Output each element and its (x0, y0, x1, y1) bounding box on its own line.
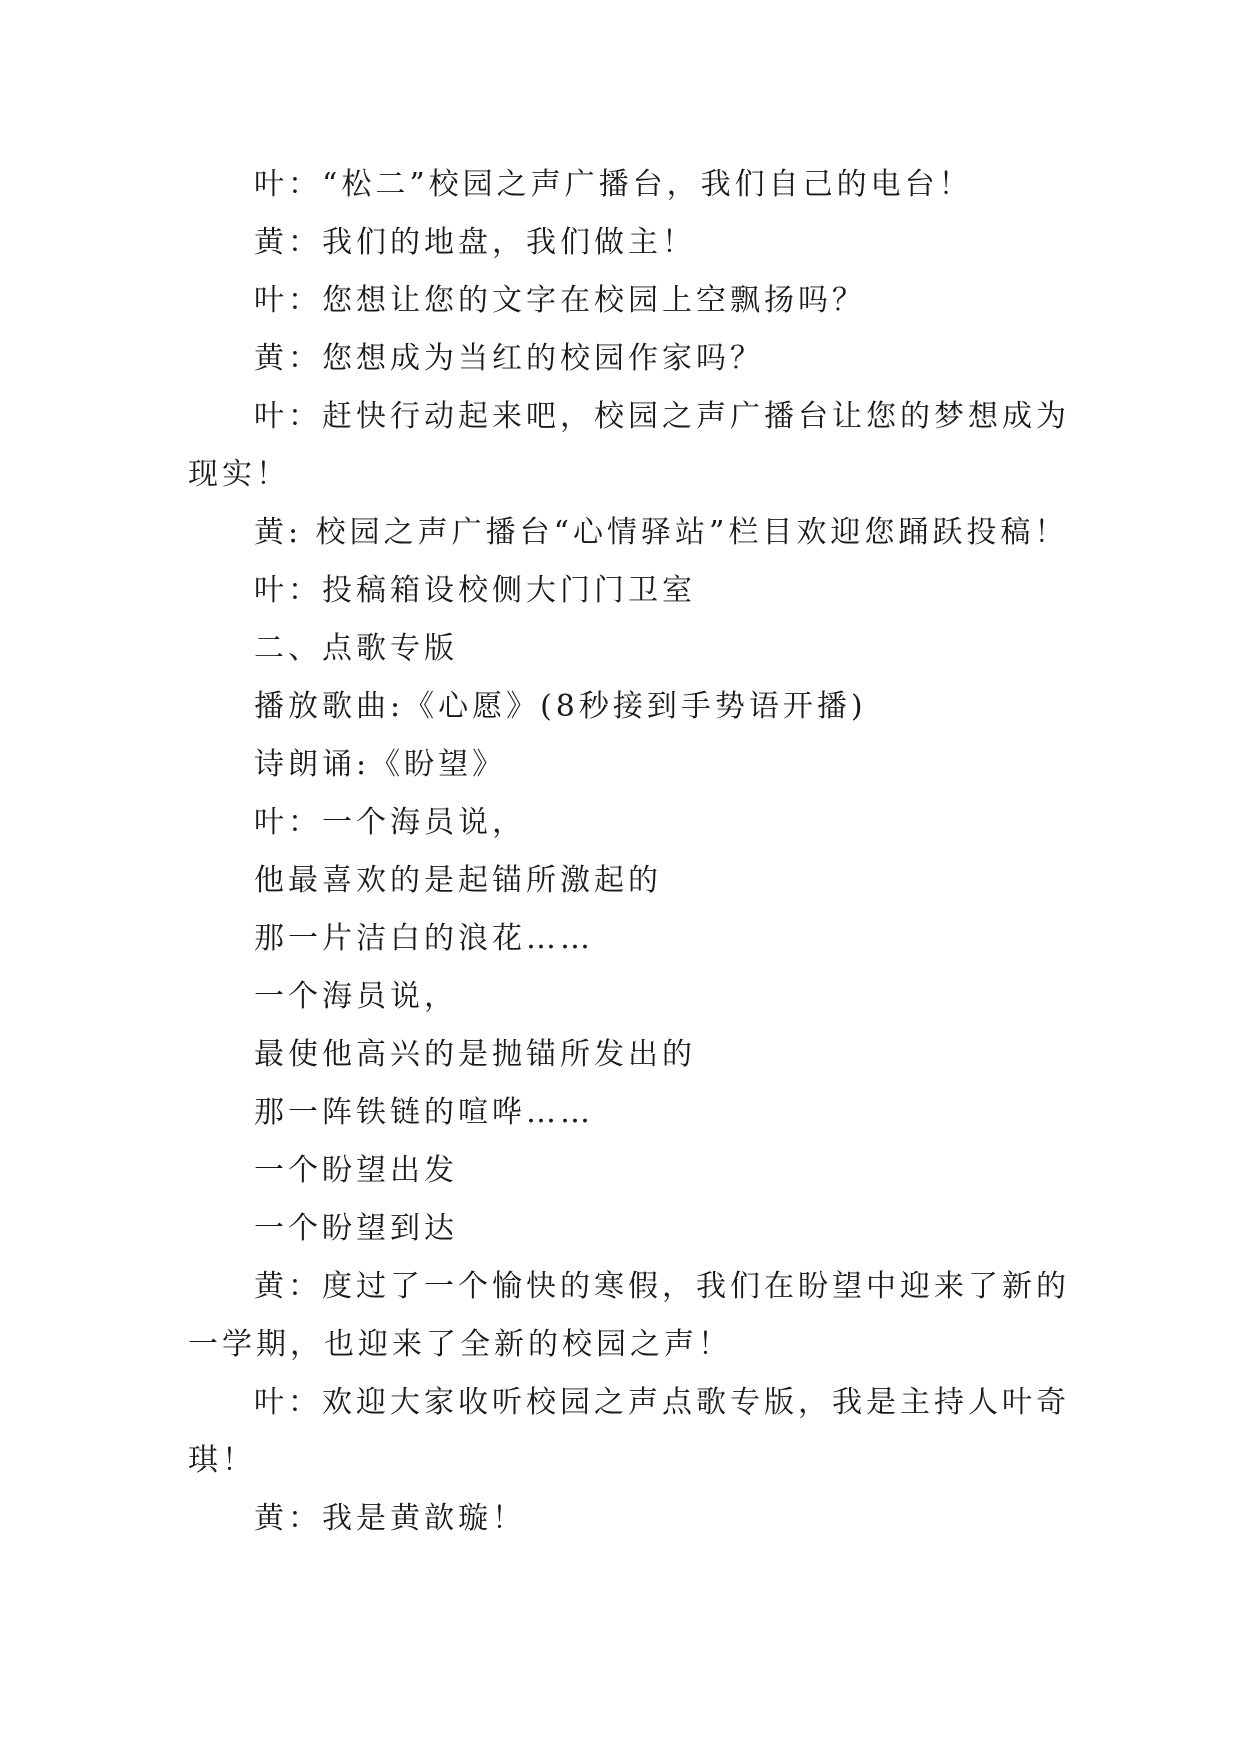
text-line: 黄：我是黄歆璇！ (254, 1501, 526, 1536)
section-heading: 二、点歌专版 (254, 631, 458, 666)
poem-line: 他最喜欢的是起锚所激起的 (254, 863, 662, 898)
text-line: 一学期，也迎来了全新的校园之声！ (188, 1327, 732, 1362)
text-line: 琪！ (188, 1443, 256, 1478)
text-line: 叶：投稿箱设校侧大门门卫室 (254, 573, 696, 608)
text-line: 叶：欢迎大家收听校园之声点歌专版，我是主持人叶奇 (254, 1385, 1070, 1420)
poem-line: 那一阵铁链的喧哗…… (254, 1095, 594, 1130)
text-line: 诗朗诵:《盼望》 (254, 747, 507, 782)
poem-line: 最使他高兴的是抛锚所发出的 (254, 1037, 696, 1072)
poem-line: 一个海员说， (254, 979, 458, 1014)
text-line: 黄：度过了一个愉快的寒假，我们在盼望中迎来了新的 (254, 1269, 1070, 1304)
poem-line: 一个盼望出发 (254, 1153, 458, 1188)
text-line: 现实！ (188, 457, 290, 492)
poem-line: 一个盼望到达 (254, 1211, 458, 1246)
text-line: 播放歌曲:《心愿》(8秒接到手势语开播) (254, 689, 867, 724)
text-line: 黄：您想成为当红的校园作家吗？ (254, 341, 764, 376)
text-line: 叶：您想让您的文字在校园上空飘扬吗？ (254, 283, 866, 318)
text-line: 黄: 校园之声广播台“心情驿站”栏目欢迎您踊跃投稿！ (254, 515, 1069, 550)
text-line: 叶：赶快行动起来吧，校园之声广播台让您的梦想成为 (254, 399, 1070, 434)
poem-line: 叶：一个海员说， (254, 805, 526, 840)
poem-line: 那一片洁白的浪花…… (254, 921, 594, 956)
script-text-block (188, 156, 1068, 1548)
text-line: 叶：“松二”校园之声广播台，我们自己的电台！ (254, 167, 973, 202)
text-line: 黄：我们的地盘，我们做主！ (254, 225, 696, 260)
